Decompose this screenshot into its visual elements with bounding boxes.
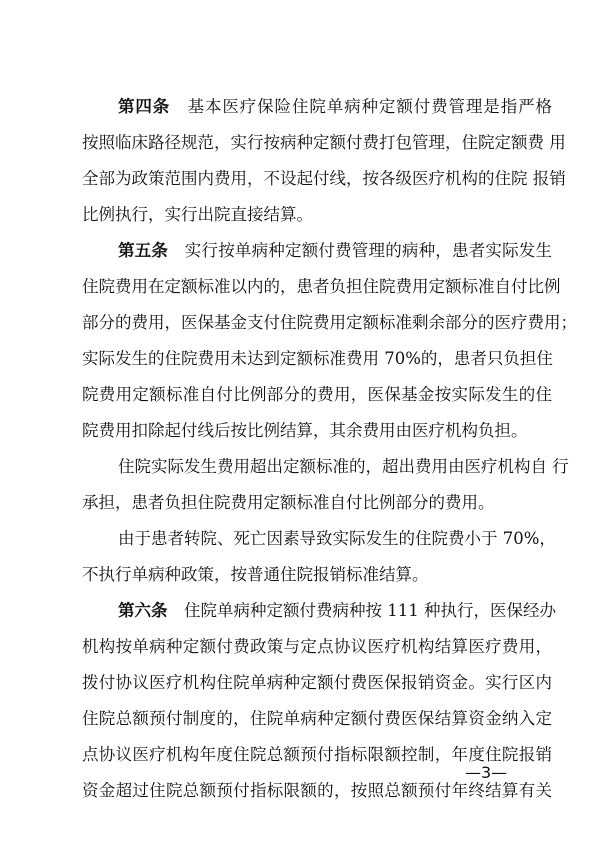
paragraph-line: 拨付协议医疗机构住院单病种定额付费医保报销资金。实行区内 <box>82 673 552 692</box>
paragraph-line: 住院费用在定额标准以内的，患者负担住院费用定额标准自付比例 <box>82 277 561 296</box>
paragraph-line: 部分的费用，医保基金支付住院费用定额标准剩余部分的医疗费用； <box>82 313 577 332</box>
article-label: 第五条 <box>118 241 169 260</box>
paragraph-line: 点协议医疗机构年度住院总额预付指标限额控制，年度住院报销 <box>82 745 552 764</box>
paragraph-line <box>82 596 556 626</box>
paragraph-line: 不执行单病种政策，按普通住院报销标准结算。 <box>82 565 429 584</box>
page-number: —3— <box>465 763 508 782</box>
paragraph-line: 比例执行，实行出院直接结算。 <box>82 205 313 224</box>
paragraph-line <box>82 92 552 122</box>
line-text: 住院单病种定额付费病种按 111 种执行，医保经办 <box>184 601 556 620</box>
article-label: 第四条 <box>118 97 171 116</box>
paragraph-line: 实际发生的住院费用未达到定额标准费用 70%的，患者只负担住 <box>82 349 553 368</box>
paragraph-line: 按照临床路径规范，实行按病种定额付费打包管理，住院定额费 用 <box>82 133 566 152</box>
paragraph-line: 住院总额预付制度的，住院单病种定额付费医保结算资金纳入定 <box>82 709 552 728</box>
paragraph-line: 住院实际发生费用超出定额标准的，超出费用由医疗机构自 行 <box>118 457 569 476</box>
paragraph-line: 全部为政策范围内费用，不设起付线，按各级医疗机构的住院 报销 <box>82 169 566 188</box>
line-text: 实行按单病种定额付费管理的病种，患者实际发生 <box>184 241 553 260</box>
paragraph-line: 由于患者转院、死亡因素导致实际发生的住院费小于 70%， <box>118 529 556 548</box>
article-label: 第六条 <box>118 601 168 620</box>
paragraph-line: 院费用定额标准自付比例部分的费用，医保基金按实际发生的住 <box>82 385 552 404</box>
paragraph-line: 机构按单病种定额付费政策与定点协议医疗机构结算医疗费用， <box>82 637 552 656</box>
paragraph-line: 院费用扣除起付线后按比例结算，其余费用由医疗机构负担。 <box>82 421 528 440</box>
line-text: 基本医疗保险住院单病种定额付费管理是指严格 <box>186 97 552 116</box>
paragraph-line: 资金超过住院总额预付指标限额的，按照总额预付年终结算有关 <box>82 781 552 800</box>
paragraph-line <box>82 236 552 266</box>
paragraph-line: 承担，患者负担住院费用定额标准自付比例部分的费用。 <box>82 493 495 512</box>
